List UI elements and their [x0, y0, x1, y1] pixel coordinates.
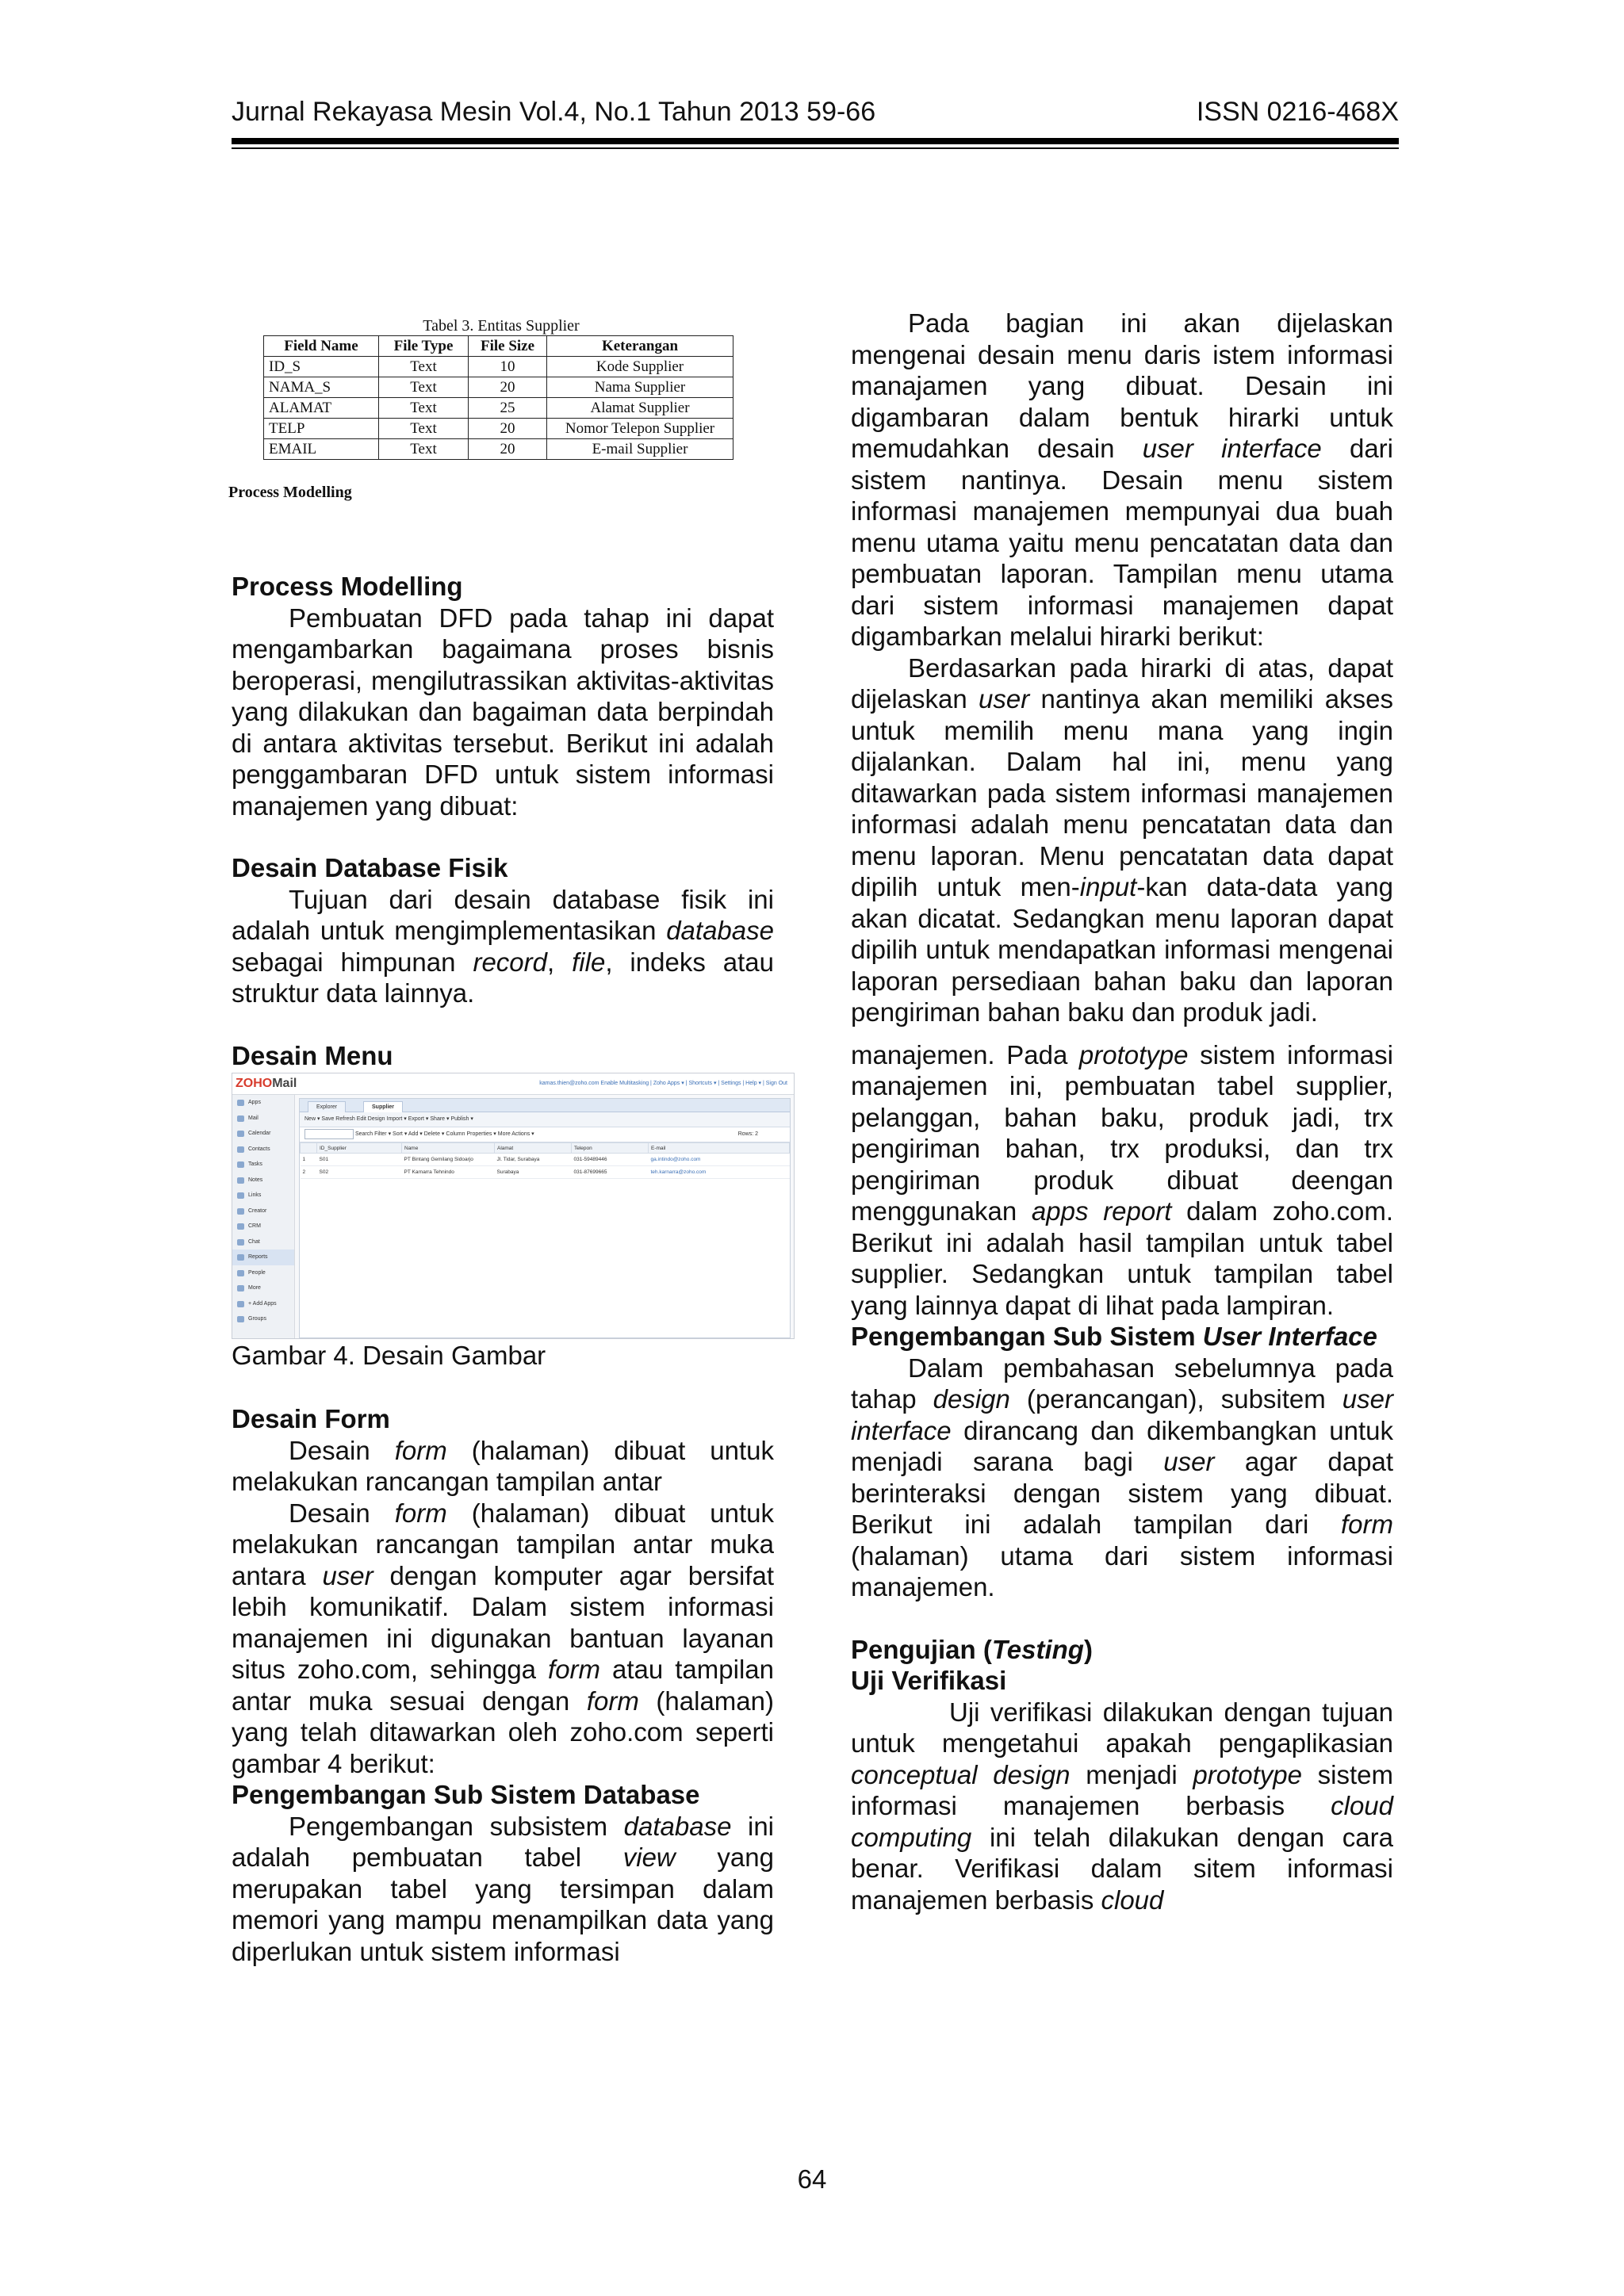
- zoho-screenshot: [232, 1073, 795, 1339]
- figure-label-process-modelling: Process Modelling: [228, 484, 352, 501]
- table3-cell: 20: [469, 419, 547, 439]
- section-heading: Uji Verifikasi: [851, 1666, 1007, 1695]
- paragraph: Tujuan dari desain database fisik ini adalah untuk mengimplementasikan database sebagai himpunan record, file, indeks atau struktur data lainnya.: [232, 884, 775, 1008]
- figure-4-caption: Gambar 4. Desain Gambar: [232, 1341, 546, 1370]
- table3-cell: Text: [379, 357, 469, 377]
- left-column: [232, 571, 774, 1071]
- paragraph: Pengembangan subsistem database ini adalah pembuatan tabel view yang merupakan tabel yang tersimpan dalam memori yang mampu menampilkan data yang diperlukan untuk sistem informasi: [232, 1811, 775, 1966]
- screenshot-topbar: [232, 1073, 794, 1095]
- table3-cell: 10: [469, 357, 547, 377]
- table3-cell: EMAIL: [264, 439, 379, 460]
- sidebar-item: Notes: [232, 1173, 294, 1188]
- sidebar-item: + Add Apps: [232, 1296, 294, 1312]
- rows-count: Rows: 2: [737, 1131, 758, 1137]
- table-row: [264, 439, 733, 460]
- sidebar-item: More: [232, 1280, 294, 1296]
- table-row: [301, 1166, 790, 1179]
- issn-header: ISSN 0216-468X: [1196, 97, 1399, 127]
- grid-cell: S02: [317, 1166, 402, 1179]
- sidebar-item: Contacts: [232, 1142, 294, 1158]
- screenshot-grid: [300, 1142, 790, 1179]
- grid-header: ID_Supplier: [317, 1143, 402, 1154]
- grid-cell: 1: [301, 1154, 317, 1166]
- paragraph: manajemen. Pada prototype sistem informasi manajemen ini, pembuatan tabel supplier, pelanggan, bahan baku, produk jadi, trx pengiriman bahan, trx produksi, dan trx pengiriman produk dibuat deengan menggunakan apps report dalam zoho.com. Berikut ini adalah hasil tampilan untuk tabel supplier. Sedangkan untuk tampilan tabel yang lainnya dapat di lihat pada lampiran.: [851, 1039, 1393, 1320]
- tab-supplier: Supplier: [363, 1101, 403, 1112]
- sidebar-item: Links: [232, 1188, 294, 1203]
- paragraph: Pada bagian ini akan dijelaskan mengenai desain menu daris istem informasi manajamen yang dibuat. Desain ini digambaran dalam bentuk hirarki untuk memudahkan desain user interface dari sistem nantinya. Desain menu sistem informasi manajemen mempunyai dua buah menu utama yaitu menu pencatatan data dan pembuatan laporan. Tampilan menu utama dari sistem informasi manajemen dapat digambarkan melalui hirarki berikut:: [851, 308, 1393, 651]
- table3-cell: Text: [379, 439, 469, 460]
- table3-figure: [232, 317, 739, 460]
- table3-caption: Tabel 3. Entitas Supplier: [423, 317, 580, 335]
- grid-cell: 031-87699665: [572, 1166, 649, 1179]
- table3-cell: Text: [379, 377, 469, 398]
- table3-cell: Kode Supplier: [547, 357, 733, 377]
- screenshot-main: [299, 1098, 791, 1338]
- section-heading: Pengujian (Testing): [851, 1634, 1093, 1664]
- grid-cell: 2: [301, 1166, 317, 1179]
- grid-cell: S01: [317, 1154, 402, 1166]
- grid-cell: Jl. Tidar, Surabaya: [495, 1154, 572, 1166]
- header-rule-thin: [232, 147, 1399, 149]
- paragraph: Berdasarkan pada hirarki di atas, dapat dijelaskan user nantinya akan memiliki akses untuk memilih menu mana yang ingin dijalankan. Dalam hal ini, menu yang ditawarkan pada sistem informasi manajemen informasi adalah menu pencatatan data dan menu laporan. Menu pencatatan data dapat dipilih untuk men-input-kan data-data yang akan dicatat. Sedangkan menu laporan dapat dipilih untuk mendapatkan informasi mengenai laporan persediaan bahan baku dan laporan pengiriman bahan baku dan produk jadi.: [851, 652, 1393, 1027]
- tab-explorer: Explorer: [308, 1101, 346, 1112]
- page-number: 64: [797, 2164, 827, 2194]
- screenshot-toplinks: kamas.thien@zoho.com Enable Multitasking | Zoho Apps ▾ | Shortcuts ▾ | Settings | Help ▾ | Sign Out: [539, 1081, 787, 1086]
- table3-cell: Text: [379, 398, 469, 419]
- table-row: [264, 357, 733, 377]
- grid-cell: PT Karnarra Tehnindo: [402, 1166, 495, 1179]
- table3-cell: Alamat Supplier: [547, 398, 733, 419]
- sidebar-item: Reports: [232, 1249, 294, 1265]
- left-column-lower: [232, 1403, 774, 1967]
- table3-cell: E-mail Supplier: [547, 439, 733, 460]
- paragraph: Dalam pembahasan sebelumnya pada tahap design (perancangan), subsitem user interface dirancang dan dikembangkan untuk menjadi sarana bagi user agar dapat berinteraksi dengan sistem yang dibuat. Berikut ini adalah tampilan dari form (halaman) utama dari sistem informasi manajemen.: [851, 1353, 1393, 1601]
- section-heading: Process Modelling: [232, 572, 463, 601]
- table3-header: File Size: [469, 336, 547, 357]
- table3-cell: Text: [379, 419, 469, 439]
- grid-header: Name: [402, 1143, 495, 1154]
- table3-header: Field Name: [264, 336, 379, 357]
- table3-cell: Nomor Telepon Supplier: [547, 419, 733, 439]
- sidebar-item: Creator: [232, 1203, 294, 1219]
- screenshot-searchbar: Search Filter ▾ Sort ▾ Add ▾ Delete ▾ Column Properties ▾ More Actions ▾ Rows: 2: [300, 1127, 790, 1142]
- sidebar-item: Mail: [232, 1111, 294, 1127]
- grid-header: Telepon: [572, 1143, 649, 1154]
- table-row: [264, 419, 733, 439]
- screenshot-toolbar: New ▾ Save Refresh Edit Design Import ▾ Export ▾ Share ▾ Publish ▾: [300, 1112, 790, 1127]
- table3-cell: 20: [469, 377, 547, 398]
- table3-cell: NAMA_S: [264, 377, 379, 398]
- table-row: [264, 377, 733, 398]
- sidebar-item: Calendar: [232, 1126, 294, 1142]
- journal-header: Jurnal Rekayasa Mesin Vol.4, No.1 Tahun 2013 59-66: [232, 97, 876, 127]
- screenshot-search-box: [304, 1129, 354, 1139]
- table3-cell: ALAMAT: [264, 398, 379, 419]
- screenshot-sidebar: [232, 1095, 295, 1338]
- paragraph: Desain form (halaman) dibuat untuk melakukan rancangan tampilan antar muka antara user dengan komputer agar bersifat lebih komunikatif. Dalam sistem informasi manajemen ini digunakan bantuan layanan situs zoho.com, sehingga form atau tampilan antar muka sesuai dengan form (halaman) yang telah ditawarkan oleh zoho.com seperti gambar 4 berikut:: [232, 1498, 775, 1778]
- section-heading: Pengembangan Sub Sistem Database: [232, 1780, 700, 1809]
- grid-header: E-mail: [649, 1143, 790, 1154]
- grid-header: Alamat: [495, 1143, 572, 1154]
- table3-cell: 25: [469, 398, 547, 419]
- section-heading: Desain Database Fisik: [232, 853, 508, 882]
- table3: [263, 335, 733, 460]
- grid-cell: teh.karnarra@zoho.com: [649, 1166, 790, 1179]
- table3-header: File Type: [379, 336, 469, 357]
- screenshot-tabs: [300, 1099, 790, 1112]
- sidebar-item: Chat: [232, 1234, 294, 1250]
- table-row: [264, 398, 733, 419]
- sidebar-item: People: [232, 1265, 294, 1281]
- section-heading: Pengembangan Sub Sistem User Interface: [851, 1322, 1377, 1351]
- table3-cell: Nama Supplier: [547, 377, 733, 398]
- table-row: [301, 1154, 790, 1166]
- paragraph: Pembuatan DFD pada tahap ini dapat mengambarkan bagaimana proses bisnis beroperasi, mengilutrassikan aktivitas-aktivitas yang dilakukan dan bagaiman data berpindah di antara aktivitas tersebut. Berikut ini adalah penggambaran DFD untuk sistem informasi manajemen yang dibuat:: [232, 603, 774, 821]
- sidebar-item: Apps: [232, 1095, 294, 1111]
- table3-cell: 20: [469, 439, 547, 460]
- section-heading: Desain Form: [232, 1404, 390, 1433]
- section-heading: Desain Menu: [232, 1040, 393, 1070]
- sidebar-item: Groups: [232, 1311, 294, 1327]
- header-rule-thick: [232, 138, 1399, 144]
- right-column: [851, 308, 1393, 1915]
- sidebar-item: Tasks: [232, 1157, 294, 1173]
- zoho-logo: ZOHOMail: [236, 1077, 297, 1090]
- grid-cell: 031-59489446: [572, 1154, 649, 1166]
- paragraph: Desain form (halaman) dibuat untuk melakukan rancangan tampilan antar: [232, 1435, 775, 1496]
- sidebar-item: CRM: [232, 1219, 294, 1234]
- table3-cell: TELP: [264, 419, 379, 439]
- grid-cell: Surabaya: [495, 1166, 572, 1179]
- grid-cell: ga.intindo@zoho.com: [649, 1154, 790, 1166]
- table3-header: Keterangan: [547, 336, 733, 357]
- grid-header: [301, 1143, 317, 1154]
- table3-cell: ID_S: [264, 357, 379, 377]
- paragraph: Uji verifikasi dilakukan dengan tujuan untuk mengetahui apakah pengaplikasian conceptual design menjadi prototype sistem informasi manajemen berbasis cloud computing ini telah dilakukan dengan cara benar. Verifikasi dalam sitem informasi manajemen berbasis cloud: [851, 1697, 1394, 1915]
- grid-cell: PT Bintang Gemilang Sidoarjo: [402, 1154, 495, 1166]
